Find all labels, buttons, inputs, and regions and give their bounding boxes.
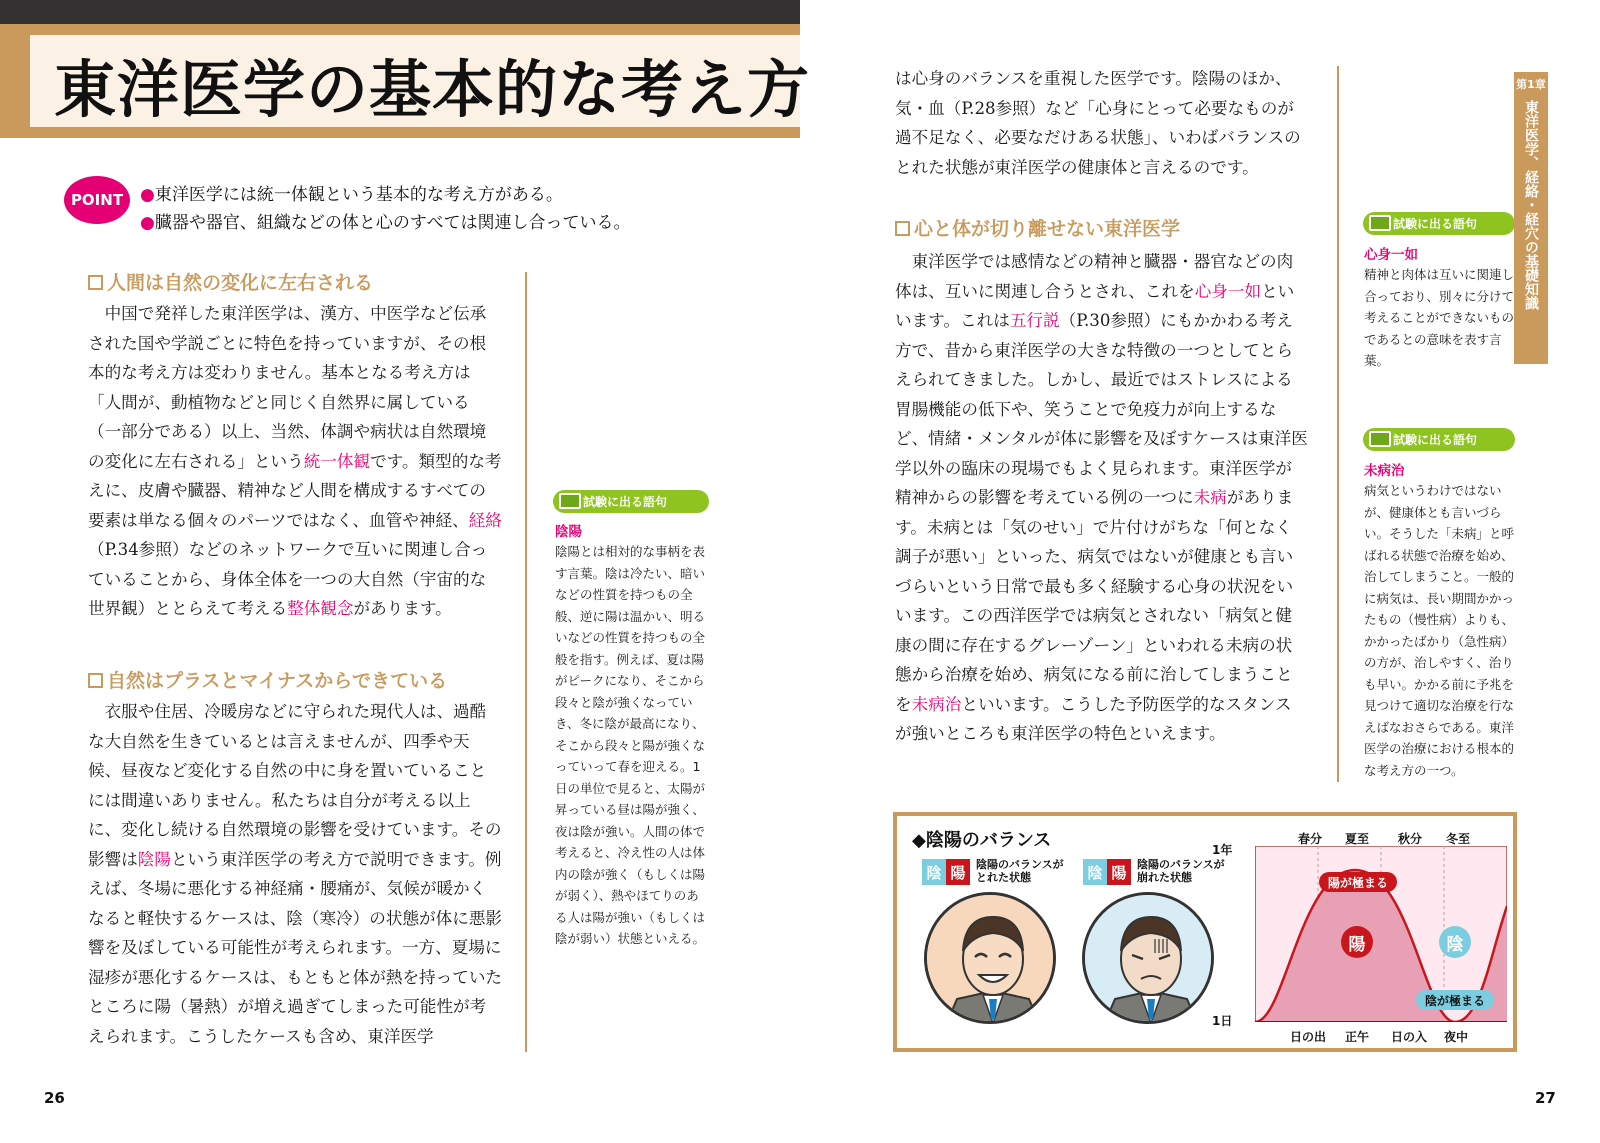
term-highlight: 心身一如 xyxy=(1194,281,1262,301)
book-icon xyxy=(1369,215,1391,231)
unbalanced-label: 陰陽のバランスが崩れた状態 xyxy=(1137,858,1225,884)
axis-label-day: 1日 xyxy=(1212,1014,1233,1028)
body-text-intro: は心身のバランスを重視した医学です。陰陽のほか、気・血（P.28参照）など「心身にとって必要なものが過不足なく、必要なだけある状態」、いわばバランスのとれた状態が東洋医学の健康体と言えるのです。 xyxy=(895,69,1301,177)
section-heading: 自然はプラスとマイナスからできている xyxy=(88,666,447,693)
keyword-description: 病気というわけではないが、健康体とも言いづらい。そうした「未病」と呼ばれる状態で治療を始め、治してしまうこと。一般的に病気は、長い期間かかったもの（慢性病）よりも、かかったばかり（急性病）の方が、治しやすく、治りも早い。かかる前に予兆を見つけて適切な治療を行なえばなおさらである。東洋医学の治療における根本的な考え方の一つ。 xyxy=(1364,483,1515,778)
bullet-icon: ● xyxy=(140,213,155,233)
yin-symbol: 陰 xyxy=(1439,926,1471,958)
time-label: 正午 xyxy=(1344,1030,1370,1044)
season-label: 冬至 xyxy=(1445,832,1471,846)
body-text-section1: 中国で発祥した東洋医学は、漢方、中医学など伝承された国や学説ごとに特色を持っていますが、その根本的な考え方は変わりません。基本となる考え方は「人間が、動植物などと同じく自然界に属している（一部分である）以上、当然、体調や病状は自然環境の変化に左右される」という統一体観です。類型的な考えに、皮膚や臓器、精神など人間を構成するすべての要素は単なる個々のパーツではなく、血管や神経、経絡（P.34参照）などのネットワークで互いに関連し合っていることから、身体全体を一つの大自然（宇宙的な世界観）ととらえて考える整体観念があります。 xyxy=(88,304,502,618)
bullet-icon: ● xyxy=(140,185,155,205)
page-title: 東洋医学の基本的な考え方 xyxy=(54,53,811,126)
balanced-label: 陰陽のバランスがとれた状態 xyxy=(976,858,1064,884)
diamond-box-icon xyxy=(88,275,103,290)
term-highlight: 陰陽 xyxy=(137,849,171,869)
section-heading: 人間は自然の変化に左右される xyxy=(88,268,373,295)
section-heading: 心と体が切り離せない東洋医学 xyxy=(895,214,1180,241)
book-icon xyxy=(1369,431,1391,447)
unwell-face-illustration xyxy=(1082,892,1214,1024)
term-highlight: 五行説 xyxy=(1009,311,1060,330)
header-dark-strip xyxy=(0,0,800,24)
yin-badge: 陰 xyxy=(922,859,946,885)
state-tag-balanced xyxy=(922,859,970,885)
yang-badge: 陽 xyxy=(946,859,970,885)
unwell-face-icon xyxy=(1085,895,1214,1024)
time-label: 夜中 xyxy=(1443,1030,1469,1044)
yang-peak-label: 陽が極まる xyxy=(1319,872,1397,892)
term-highlight: 未病治 xyxy=(911,694,962,714)
season-label: 秋分 xyxy=(1397,832,1423,846)
diagram-title: ◆陰陽のバランス xyxy=(912,830,1052,851)
chapter-title: 東洋医学、経絡・経穴の基礎知識 xyxy=(1523,100,1539,310)
body-text-section3: 東洋医学では感情などの精神と臓器・器官などの肉体は、互いに関連し合うとされ、これを心身一如といいます。これは五行説（P.30参照）にもかかわる考え方で、昔から東洋医学の大きな特徴の一つとしてとらえられてきました。しかし、最近ではストレスによる胃腸機能の低下や、笑うことで免疫力が向上するなど、情緒・メンタルが体に影響を及ぼすケースは東洋医学以外の臨床の現場でもよく見られます。東洋医学が精神からの影響を考えている例の一つに未病があります。未病とは「気のせい」で片付けがちな「何となく調子が悪い」といった、病気ではないが健康とも言いづらいという日常で最も多く経験する心身の状況をいいます。この西洋医学では病気とされない「病気と健康の間に存在するグレーゾーン」といわれる未病の状態から治療を始め、病気になる前に治してしまうことを未病治といいます。こうした予防医学的なスタンスが強いところも東洋医学の特色といえます。 xyxy=(895,252,1308,743)
column-divider xyxy=(525,272,527,1052)
state-tag-unbalanced xyxy=(1083,859,1131,885)
column-divider xyxy=(1337,66,1339,782)
diamond-box-icon xyxy=(895,221,910,236)
point-item: ●臓器や器官、組織などの体と心のすべては関連し合っている。 xyxy=(140,213,631,233)
time-label: 日の出 xyxy=(1289,1030,1327,1044)
term-highlight: 経絡 xyxy=(468,510,502,530)
diamond-box-icon xyxy=(88,673,103,688)
yin-badge: 陰 xyxy=(1083,859,1107,885)
book-icon xyxy=(559,493,581,509)
page-number-right: 27 xyxy=(1535,1089,1556,1107)
keyword-description: 陰陽とは相対的な事柄を表す言葉。陰は冷たい、暗いなどの性質を持つもの全般、逆に陽は温かい、明るいなどの性質を持つもの全般を指す。例えば、夏は陽がピークになり、そこから段々と陰が強くなっていき、冬に陰が最高になり、そこから段々と陽が強くなっていって春を迎える。1日の単位で見ると、太陽が昇っている昼は陽が強く、夜は陰が強い。人間の体で考えると、冷え性の人は体内の陰が強く（もしくは陽が弱く）、熱やほてりのある人は陽が強い（もしくは陰が弱い）状態といえる。 xyxy=(555,544,706,946)
keyword-label: 試験に出る語句 xyxy=(1363,428,1515,451)
smiling-face-icon xyxy=(927,895,1056,1024)
season-label: 夏至 xyxy=(1344,832,1370,846)
body-text-section2: 衣服や住居、冷暖房などに守られた現代人は、過酷な大自然を生きているとは言えませんが、四季や天候、昼夜など変化する自然の中に身を置いていることには間違いありません。私たちは自分が考える以上に、変化し続ける自然環境の影響を受けています。その影響は陰陽という東洋医学の考え方で説明できます。例えば、冬場に悪化する神経痛・腰痛が、気候が暖かくなると軽快するケースは、陰（寒冷）の状態が体に悪影響を及ぼしている可能性が考えられます。一方、夏場に湿疹が悪化するケースは、もともと体が熱を持っていたところに陽（暑熱）が増え過ぎてしまった可能性が考えられます。こうしたケースも含め、東洋医学 xyxy=(88,702,503,1046)
yin-peak-label: 陰が極まる xyxy=(1416,990,1494,1010)
yang-symbol: 陽 xyxy=(1341,926,1373,958)
term-highlight: 整体観念 xyxy=(287,599,354,618)
season-label: 春分 xyxy=(1297,832,1323,846)
term-highlight: 未病 xyxy=(1193,488,1227,507)
point-badge: POINT xyxy=(64,176,130,224)
keyword-term: 心身一如 xyxy=(1364,247,1418,263)
keyword-description: 精神と肉体は互いに関連し合っており、別々に分けて考えることができないものであるとの意味を表す言葉。 xyxy=(1364,267,1515,368)
yang-badge: 陽 xyxy=(1107,859,1131,885)
axis-label-year: 1年 xyxy=(1212,843,1233,857)
page-number-left: 26 xyxy=(44,1089,65,1107)
chapter-label: 第1章 xyxy=(1516,78,1546,91)
term-highlight: 統一体観 xyxy=(303,451,371,471)
point-item: ●東洋医学には統一体観という基本的な考え方がある。 xyxy=(140,185,563,205)
keyword-term: 陰陽 xyxy=(555,524,582,540)
smiling-face-illustration xyxy=(924,892,1056,1024)
keyword-term: 未病治 xyxy=(1364,463,1405,479)
keyword-label: 試験に出る語句 xyxy=(553,490,709,513)
time-label: 日の入 xyxy=(1390,1030,1428,1044)
keyword-label: 試験に出る語句 xyxy=(1363,212,1515,235)
